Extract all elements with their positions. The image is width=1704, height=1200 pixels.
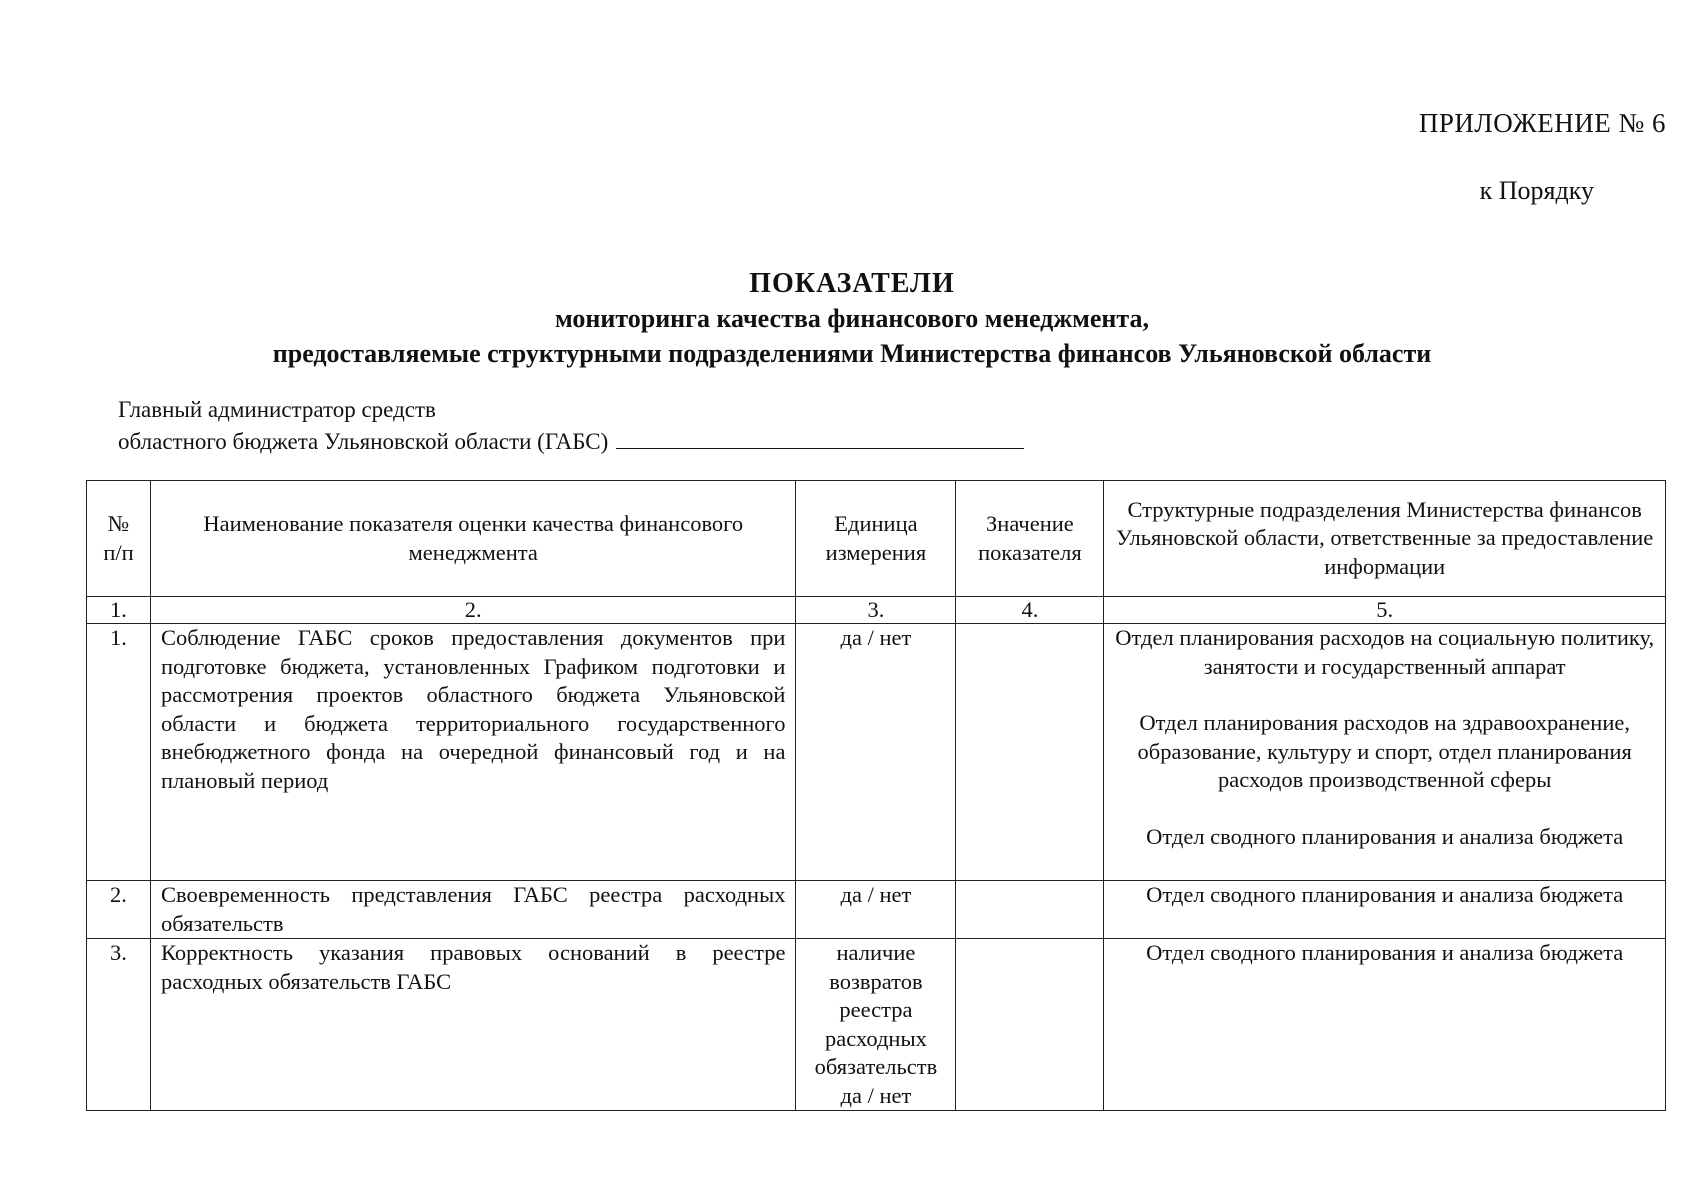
indicator-name: Корректность указания правовых оснований в реестре расходных обязательств ГАБС bbox=[150, 939, 795, 1111]
gabs-label-line-1: Главный администратор средств bbox=[118, 397, 436, 422]
heading-line-2: мониторинга качества финансового менеджмента, bbox=[554, 304, 1149, 333]
gabs-blank-field[interactable] bbox=[616, 426, 1024, 449]
column-number: 4. bbox=[956, 597, 1104, 624]
table-header-row bbox=[87, 481, 1666, 597]
indicator-value[interactable] bbox=[956, 939, 1104, 1111]
appendix-subtitle: к Порядку bbox=[1479, 176, 1594, 205]
heading-line-3: предоставляемые структурными подразделениями Министерства финансов Ульяновской области bbox=[272, 339, 1432, 368]
indicator-unit: да / нет bbox=[796, 881, 956, 939]
row-number: 1. bbox=[87, 624, 151, 881]
responsible-departments bbox=[1104, 881, 1666, 939]
responsible-department: Отдел сводного планирования и анализа бюджета bbox=[1146, 882, 1624, 907]
column-number: 3. bbox=[796, 597, 956, 624]
table-row bbox=[87, 939, 1666, 1111]
header-name: Наименование показателя оценки качества финансового менеджмента bbox=[150, 481, 795, 597]
column-number: 1. bbox=[87, 597, 151, 624]
indicator-name: Своевременность представления ГАБС реестра расходных обязательств bbox=[150, 881, 795, 939]
indicators-table bbox=[86, 480, 1666, 1111]
indicator-unit: да / нет bbox=[796, 624, 956, 881]
responsible-department: Отдел планирования расходов на социальную политику, занятости и государственный аппарат bbox=[1115, 625, 1655, 679]
row-number: 3. bbox=[87, 939, 151, 1111]
responsible-departments bbox=[1104, 939, 1666, 1111]
header-num: № п/п bbox=[87, 481, 151, 597]
indicator-value[interactable] bbox=[956, 624, 1104, 881]
document-heading bbox=[0, 266, 1704, 371]
gabs-field bbox=[118, 394, 1024, 458]
responsible-departments bbox=[1104, 624, 1666, 881]
table-row bbox=[87, 881, 1666, 939]
spacer bbox=[1114, 795, 1655, 823]
column-number-row bbox=[87, 597, 1666, 624]
table-row bbox=[87, 624, 1666, 881]
header-unit: Единица измерения bbox=[796, 481, 956, 597]
indicator-name: Соблюдение ГАБС сроков предоставления документов при подготовке бюджета, установленных Графиком подготовки и рассмотрения проектов областного бюджета Ульяновской области и бюджета территориального государственного внебюджетного фонда на очередной финансовый год и на плановый период bbox=[150, 624, 795, 881]
gabs-label-line-2 bbox=[118, 426, 1024, 458]
column-number: 2. bbox=[150, 597, 795, 624]
spacer bbox=[1114, 681, 1655, 709]
indicator-value[interactable] bbox=[956, 881, 1104, 939]
heading-main: ПОКАЗАТЕЛИ bbox=[749, 268, 955, 299]
appendix-title: ПРИЛОЖЕНИЕ № 6 bbox=[1418, 108, 1666, 138]
row-number: 2. bbox=[87, 881, 151, 939]
indicator-unit: наличие возвратов реестра расходных обязательств да / нет bbox=[796, 939, 956, 1111]
column-number: 5. bbox=[1104, 597, 1666, 624]
gabs-label-text: областного бюджета Ульяновской области (ГАБС) bbox=[118, 429, 609, 454]
responsible-department: Отдел планирования расходов на здравоохранение, образование, культуру и спорт, отдел планирования расходов производственной сферы bbox=[1137, 710, 1632, 792]
responsible-department: Отдел сводного планирования и анализа бюджета bbox=[1146, 823, 1624, 849]
header-responsible: Структурные подразделения Министерства финансов Ульяновской области, ответственные за предоставление информации bbox=[1104, 481, 1666, 597]
responsible-department: Отдел сводного планирования и анализа бюджета bbox=[1146, 940, 1624, 965]
header-value: Значение показателя bbox=[956, 481, 1104, 597]
